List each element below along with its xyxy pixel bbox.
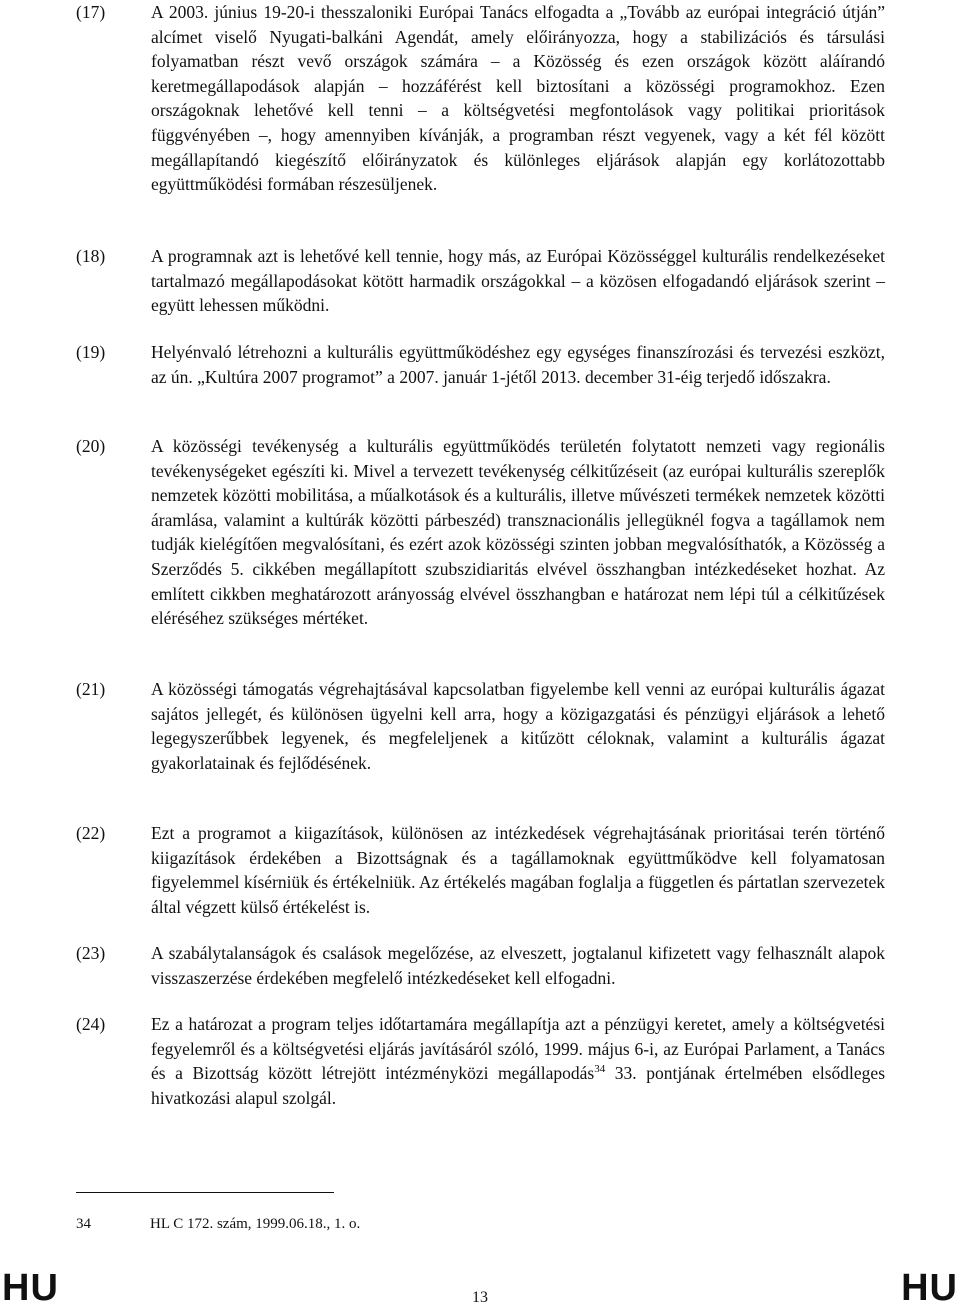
recital-number: (20) — [76, 436, 106, 456]
recital-21 — [76, 677, 886, 775]
language-code-left: HU — [2, 1267, 59, 1309]
recital-number: (22) — [76, 823, 106, 843]
recital-text-part: 33. pontjának értelmében elsődleges hivatkozási alapul szolgál. — [151, 1063, 885, 1108]
footnote-separator — [76, 1192, 334, 1193]
recital-text: Ezt a programot a kiigazítások, különösen az intézkedések végrehajtásának prioritásai terén történő kiigazítások érdekében a Bizottságnak és a tagállamoknak együttműködve kell folyamatosan figyelemmel kísérniük és értékelniük. Az értékelés magában foglalja a független és pártatlan szervezetek által végzett külső értékelést is. — [151, 823, 885, 917]
recital-number: (23) — [76, 943, 106, 963]
language-code-right: HU — [901, 1267, 958, 1309]
recital-18 — [76, 244, 886, 318]
footnote — [76, 1214, 360, 1234]
recital-text: A programnak azt is lehetővé kell tennie, hogy más, az Európai Közösséggel kulturális rendelkezéseket tartalmazó megállapodásokat kötött harmadik országokkal – a közösen elfogadandó eljárások szerint – együtt lehessen működni. — [151, 246, 885, 316]
page-number: 13 — [472, 1289, 488, 1306]
recital-text: A 2003. június 19-20-i thesszaloniki Európai Tanács elfogadta a „Tovább az európai integráció útján” alcímet viselő Nyugati-balkáni Agendát, amely előirányozza, hogy a stabilizációs és társulási folyamatban részt vevő országok számára – a Közösség és ezen országok között aláírandó keretmegállapodások alapján – hozzáférést kell biztosítani a közösségi programokhoz. Ezen országoknak lehetővé kell tenni – a költségvetési megfontolások vagy politikai prioritások függvényében –, hogy amennyiben kívánják, a programban részt vegyenek, vagy a két fél között megállapítandó kiegészítő előirányzatok és különleges eljárások alapján egy korlátozottabb együttműködési formában részesüljenek. — [151, 2, 885, 195]
recital-22 — [76, 821, 886, 919]
recital-number: (18) — [76, 246, 106, 266]
recital-text: Helyénvaló létrehozni a kulturális együttműködéshez egy egységes finanszírozási és tervezési eszközt, az ún. „Kultúra 2007 programot” a 2007. január 1-jétől 2013. december 31-éig terjedő időszakra. — [151, 342, 885, 387]
recital-number: (17) — [76, 2, 106, 22]
recital-20 — [76, 434, 886, 631]
recital-24 — [76, 1012, 886, 1110]
recital-text: A szabálytalanságok és csalások megelőzése, az elveszett, jogtalanul kifizetett vagy felhasznált alapok visszaszerzése érdekében megfelelő intézkedéseket kell elfogadni. — [151, 943, 885, 988]
recital-23 — [76, 941, 886, 990]
footnote-number: 34 — [76, 1216, 91, 1232]
footnote-text: HL C 172. szám, 1999.06.18., 1. o. — [150, 1216, 361, 1232]
recital-19 — [76, 340, 886, 389]
recital-number: (21) — [76, 679, 106, 699]
recital-number: (24) — [76, 1014, 106, 1034]
recital-text — [151, 1012, 885, 1110]
recital-text-part: Ez a határozat a program teljes időtartamára megállapítja azt a pénzügyi keretet, amely a költségvetési fegyelemről és a költségvetési eljárás javításáról szóló, 1999. május 6-i, az Európai Parlament, a Tanács és a Bizottság között létrejött intézményközi megállapodás — [151, 1014, 885, 1084]
recital-text: A közösségi tevékenység a kulturális együttműködés területén folytatott nemzeti vagy regionális tevékenységeket egészíti ki. Mivel a tervezett tevékenység célkitűzéseit (az európai kulturális szereplők nemzetek közötti mobilitása, a műalkotások és a kulturális, illetve művészeti termékek nemzetek közötti áramlása, valamint a kultúrák közötti párbeszéd) transznacionális jellegüknél fogva a tagállamok nem tudják kielégítően megvalósítani, és ezért azok közösségi szinten jobban megvalósíthatók, a Közösség a Szerződés 5. cikkében megállapított szubszidiaritás elvével összhangban intézkedéseket hozhat. Az említett cikkben meghatározott arányosság elvével összhangban e határozat nem lépi túl a célkitűzések eléréséhez szükséges mértéket. — [151, 436, 885, 629]
footnote-reference[interactable]: 34 — [594, 1063, 606, 1076]
recital-number: (19) — [76, 342, 106, 362]
recital-17 — [76, 0, 886, 197]
recital-text: A közösségi támogatás végrehajtásával kapcsolatban figyelembe kell venni az európai kulturális ágazat sajátos jellegét, és különösen ügyelni kell arra, hogy a közigazgatási és pénzügyi eljárások a lehető legegyszerűbbek legyenek, és megfeleljenek a kitűzött céloknak, valamint a kulturális ágazat gyakorlatainak és fejlődésének. — [151, 679, 885, 773]
